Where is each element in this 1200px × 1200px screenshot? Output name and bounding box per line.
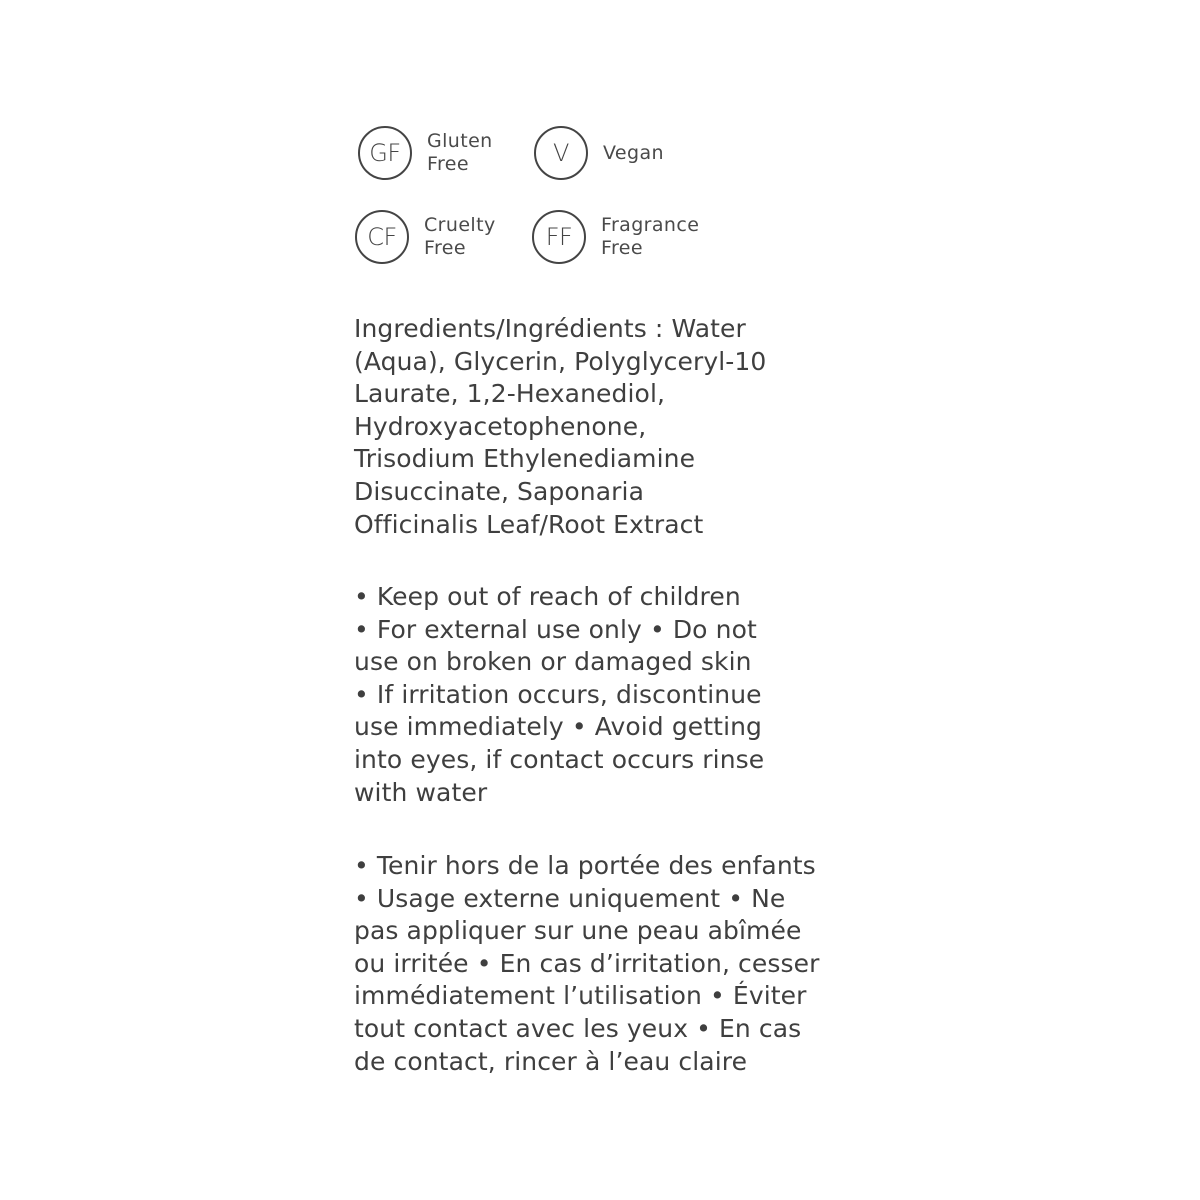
badge-label — [601, 214, 699, 260]
badge-label — [603, 142, 664, 165]
warning-line: into eyes, if contact occurs rinse — [354, 744, 765, 774]
ingredients-line: Officinalis Leaf/Root Extract — [354, 509, 704, 539]
badge-label-line: Gluten — [427, 130, 493, 152]
warning-line: • If irritation occurs, discontinue — [354, 679, 762, 709]
ingredients-block — [354, 313, 864, 541]
badge-gluten-free — [358, 126, 493, 180]
badge-label-line: Free — [601, 237, 643, 259]
ingredients-line: Ingredients/Ingrédients : Water — [354, 314, 746, 343]
badge-label-line: Free — [424, 237, 466, 259]
warning-line: • Keep out of reach of children — [354, 582, 741, 611]
gluten-free-icon: GF — [358, 126, 412, 180]
ingredients-line: Trisodium Ethylenediamine — [354, 444, 696, 474]
warning-line: tout contact avec les yeux • En cas — [354, 1013, 802, 1043]
ingredients-line: Disuccinate, Saponaria — [354, 476, 645, 506]
fragrance-free-icon: FF — [532, 210, 586, 264]
ingredients-line: (Aqua), Glycerin, Polyglyceryl-10 — [354, 346, 767, 376]
warning-line: • Usage externe uniquement • Ne — [354, 883, 786, 913]
cruelty-free-icon: CF — [355, 210, 409, 264]
badge-vegan — [534, 126, 664, 180]
warning-line: ou irritée • En cas d’irritation, cesser — [354, 948, 820, 978]
badge-cruelty-free — [355, 210, 496, 264]
badge-label-line: Vegan — [603, 141, 664, 164]
warning-line: immédiatement l’utilisation • Éviter — [354, 981, 807, 1011]
warnings-english-block — [354, 581, 864, 809]
warning-line: use immediately • Avoid getting — [354, 712, 763, 742]
badge-fragrance-free — [532, 210, 699, 264]
badge-label-line: Fragrance — [601, 214, 700, 236]
warning-line: pas appliquer sur une peau abîmée — [354, 916, 802, 946]
ingredients-line: Laurate, 1,2-Hexanediol, — [354, 379, 666, 409]
warning-line: use on broken or damaged skin — [354, 647, 752, 677]
warning-line: • Tenir hors de la portée des enfants — [354, 851, 816, 880]
badge-label-line: Cruelty — [424, 214, 496, 236]
vegan-icon: V — [534, 126, 588, 180]
ingredients-line: Hydroxyacetophenone, — [354, 411, 647, 441]
warning-line: • For external use only • Do not — [354, 614, 757, 644]
warnings-french-block — [354, 850, 864, 1078]
badge-label — [424, 214, 496, 260]
warning-line: with water — [354, 777, 488, 807]
badge-label — [427, 130, 493, 176]
warning-line: de contact, rincer à l’eau claire — [354, 1046, 748, 1076]
badge-label-line: Free — [427, 153, 469, 175]
